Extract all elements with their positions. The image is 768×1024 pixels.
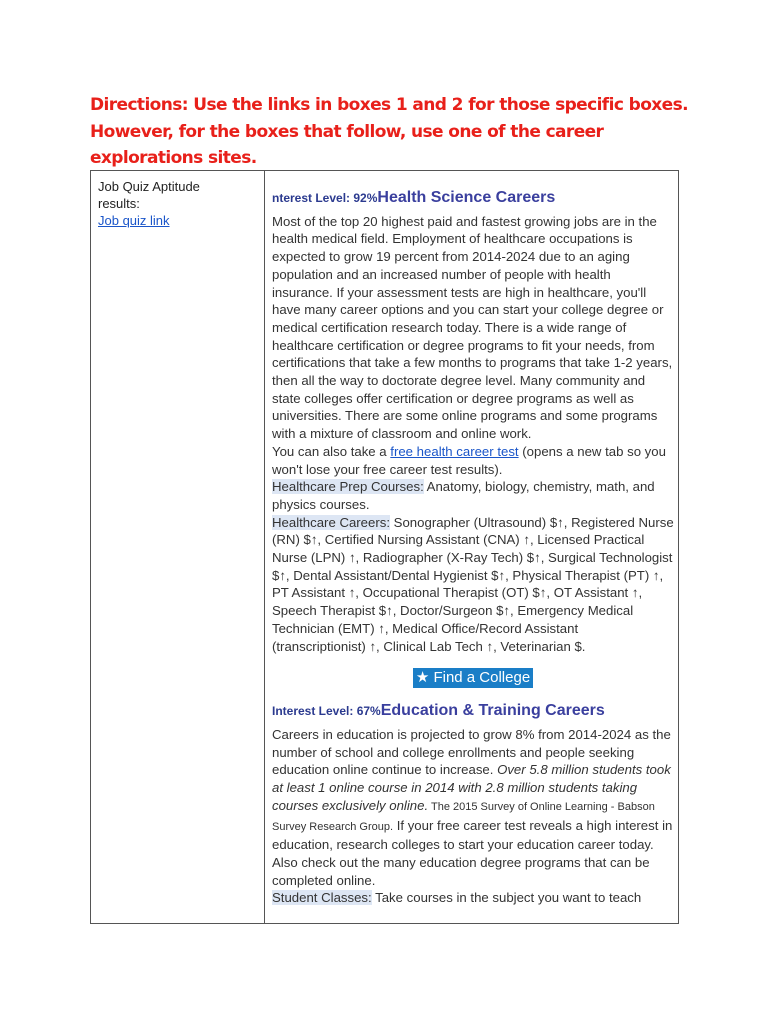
- quiz-label-line-2: results:: [98, 196, 140, 211]
- health-also-suffix: (opens a new tab so you won't lose your free career test results).: [272, 443, 666, 477]
- free-health-career-test-link[interactable]: free health career test: [390, 443, 519, 459]
- health-also-paragraph: [272, 443, 674, 478]
- section-heading-health: [272, 189, 674, 208]
- student-classes-label: Student Classes:: [272, 890, 372, 906]
- prep-courses-text: Anatomy, biology, chemistry, math, and physics courses.: [272, 479, 655, 512]
- career-title-health: Health Science Careers: [377, 189, 556, 206]
- student-classes-text: Take courses in the subject you want to teach: [371, 890, 642, 906]
- column-divider: [264, 171, 265, 923]
- education-body-end: If your free career test reveals a high interest in education, research colleges to start your education career today. Also check out the many education degree programs that can be completed online.: [272, 817, 673, 888]
- health-body: Most of the top 20 highest paid and fastest growing jobs are in the health medical field. Employment of healthcare occupations is expected to grow 19 percent from 2014-2024 due to an aging population and an increased number of people with health insurance. If your assessment tests are high in healthcare, you'll have many career options and you can start your college degree or medical certification research today. There is a wide range of healthcare certification or degree programs to fit your needs, from certifications that take a few months to programs that take 1-2 years, then all the way to doctorate degree level. Many community and state colleges offer certification or degree programs as well as universities. There are some online programs and some programs with a mixture of classroom and online work.: [272, 213, 673, 442]
- health-also-prefix: You can also take a: [272, 443, 391, 459]
- job-quiz-link[interactable]: Job quiz link: [98, 213, 170, 228]
- education-body-start: Careers in education is projected to grow 8% from 2014-2024 as the number of school and college enrollments and people seeking education online continue to increase.: [272, 726, 671, 778]
- health-careers-paragraph: [272, 514, 674, 656]
- find-college-wrap: [272, 668, 674, 688]
- health-prep-paragraph: [272, 478, 674, 513]
- education-body-italic: Over 5.8 million students took at least 1 online course in 2014 with 2.8 million students taking courses exclusively online.: [272, 762, 671, 813]
- find-a-college-button[interactable]: ★ Find a College: [413, 668, 533, 688]
- career-title-education: Education & Training Careers: [380, 702, 605, 720]
- interest-level-health: nterest Level: 92%: [272, 191, 378, 205]
- directions-line-1: Directions: Use the links in boxes 1 and 2 for those specific boxes.: [90, 95, 688, 115]
- section-heading-education: [272, 702, 674, 721]
- education-body: [272, 726, 674, 889]
- student-classes-paragraph: [272, 889, 674, 907]
- directions-line-2: However, for the boxes that follow, use one of the career: [90, 121, 604, 142]
- healthcare-careers-text: Sonographer (Ultrasound) $↑, Registered Nurse (RN) $↑, Certified Nursing Assistant (CNA) ↑, Licensed Practical Nurse (LPN) ↑, Radiographer (X-Ray Tech) $↑, Surgical Technologist $↑, Dental Assistant/Dental Hygienist $↑, Physical Therapist (PT) ↑, PT Assistant ↑, Occupational Therapist (OT) $↑, OT Assistant ↑, Speech Therapist $↑, Doctor/Surgeon $↑, Emergency Medical Technician (EMT) ↑, Medical Office/Record Assistant (transcriptionist) ↑, Clinical Lab Tech ↑, Veterinarian $.: [272, 514, 674, 654]
- directions-text: [90, 92, 690, 172]
- prep-courses-label: Healthcare Prep Courses:: [272, 479, 424, 495]
- healthcare-careers-label: Healthcare Careers:: [272, 514, 391, 530]
- education-body-source: The 2015 Survey of Online Learning - Babson Survey Research Group.: [272, 800, 655, 833]
- interest-level-education: Interest Level: 67%: [272, 704, 381, 719]
- left-cell: [98, 178, 258, 229]
- right-cell: [272, 189, 674, 907]
- quiz-label-line-1: Job Quiz Aptitude: [98, 179, 200, 194]
- directions-line-3: explorations sites.: [90, 148, 257, 168]
- career-table: [90, 170, 679, 924]
